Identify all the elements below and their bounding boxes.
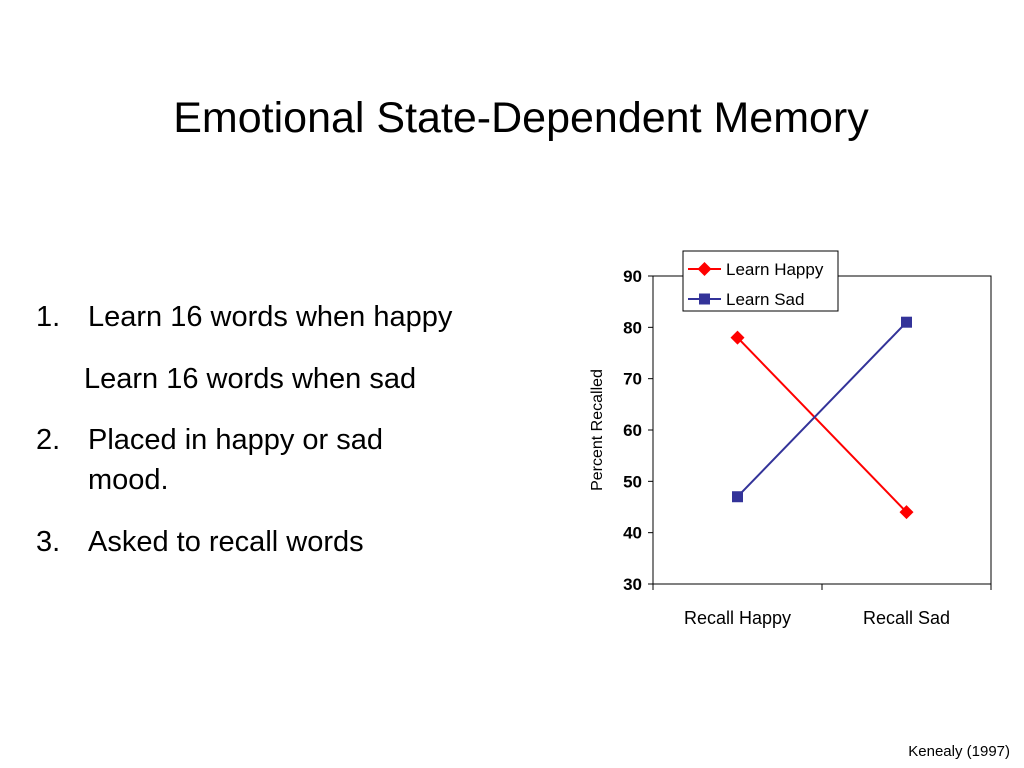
line-chart (560, 240, 1010, 640)
y-axis (623, 267, 653, 594)
y-tick-label: 70 (623, 369, 642, 389)
x-tick-label: Recall Happy (683, 608, 792, 628)
chart-legend (683, 251, 838, 311)
legend-marker (699, 294, 710, 305)
chart-plot-area (653, 276, 991, 584)
series-line (738, 338, 907, 513)
series-0 (731, 331, 914, 520)
citation: Kenealy (1997) (908, 743, 1010, 760)
data-point (732, 491, 743, 502)
bullet-text-3: Asked to recall words (88, 526, 364, 558)
bullet-number-1: 1. (36, 301, 61, 333)
bullet-text-1: Learn 16 words when happy (88, 301, 453, 333)
series-line (738, 322, 907, 497)
y-tick-label: 50 (623, 472, 642, 492)
y-tick-label: 30 (623, 575, 642, 594)
y-tick-label: 80 (623, 318, 642, 338)
y-tick-label: 90 (623, 267, 642, 286)
x-tick-label: Recall Sad (862, 608, 951, 628)
bullet-text-2: Placed in happy or sad mood. (88, 424, 384, 496)
legend-label: Learn Sad (726, 290, 805, 309)
y-axis-label: Percent Recalled (589, 369, 606, 491)
plot-frame (653, 276, 991, 584)
y-tick-label: 60 (623, 421, 642, 440)
y-tick-label: 40 (623, 523, 642, 543)
legend-label: Learn Happy (726, 260, 824, 279)
data-point (901, 317, 912, 328)
bullet-number-3: 3. (36, 526, 61, 558)
slide-title: Emotional State-Dependent Memory (173, 94, 869, 142)
series-lines (731, 317, 914, 519)
series-1 (732, 317, 912, 503)
bullet-number-2: 2. (36, 424, 61, 456)
bullet-subitem: Learn 16 words when sad (84, 363, 417, 395)
x-axis (653, 584, 991, 628)
